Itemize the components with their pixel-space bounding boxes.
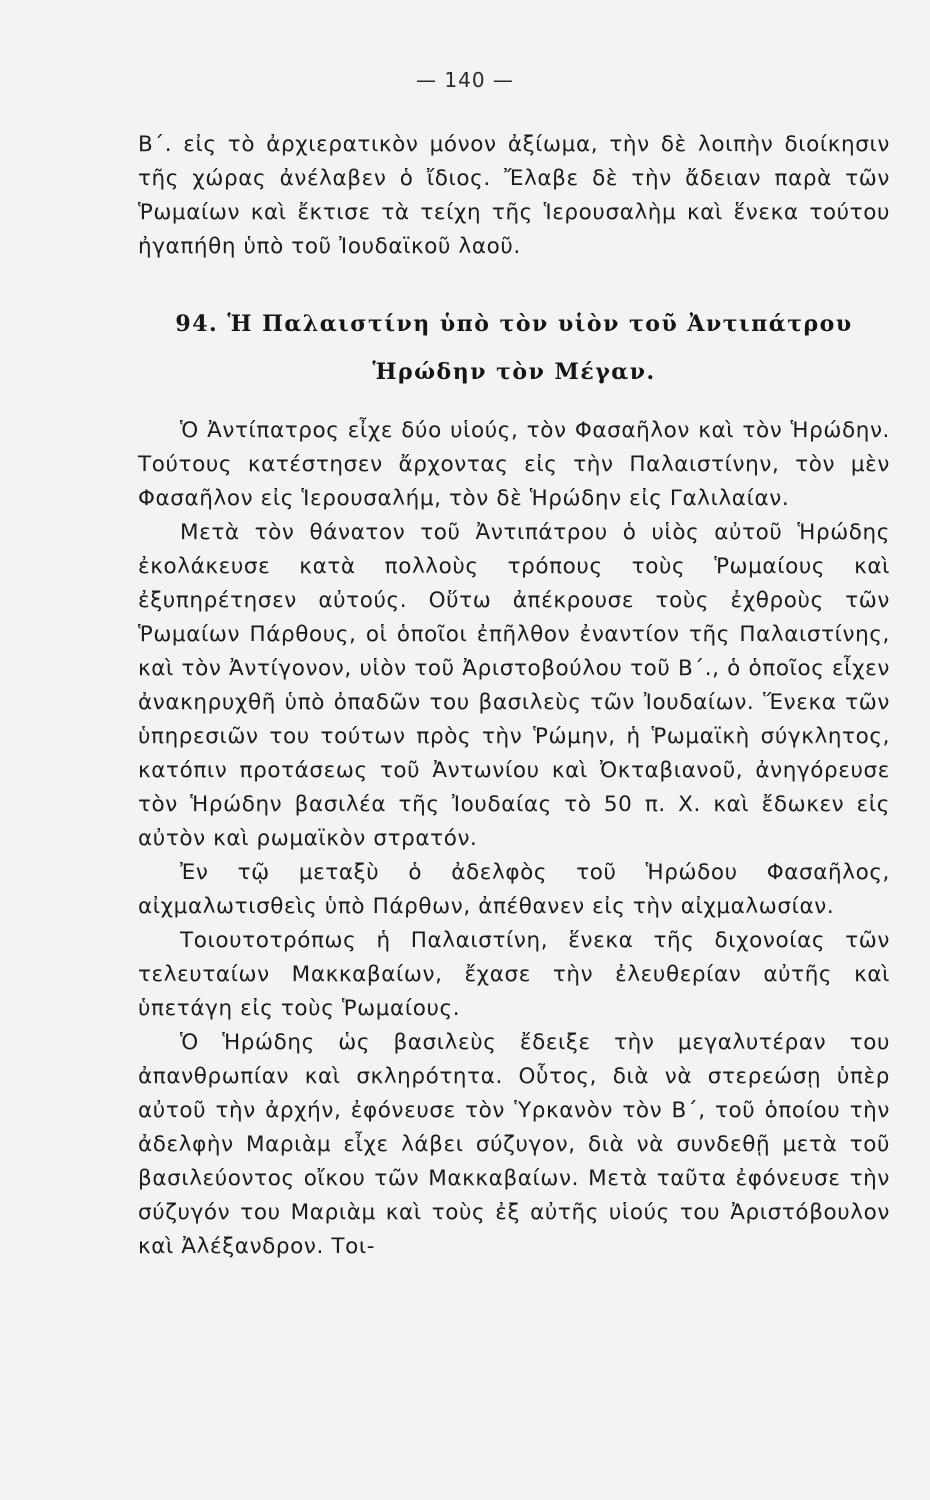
intro-paragraph: Β΄. εἰς τὸ ἀρχιερατικὸν μόνον ἀξίωμα, τὴν δὲ λοιπὴν διοίκησιν τῆς χώρας ἀνέλαβεν ὁ ἴδιος. Ἔλαβε δὲ τὴν ἄδειαν παρὰ τῶν Ῥωμαίων καὶ ἔκτισε τὰ τείχη τῆς Ἱερουσαλὴμ καὶ ἕνεκα τούτου ἠγαπήθη ὑπὸ τοῦ Ἰουδαϊκοῦ λαοῦ. <box>138 132 890 259</box>
section-body <box>138 414 890 1264</box>
paragraph: Ὁ Ἡρώδης ὡς βασιλεὺς ἔδειξε τὴν μεγαλυτέραν του ἀπανθρωπίαν καὶ σκληρότητα. Οὗτος, διὰ νὰ στερεώσῃ ὑπὲρ αὐτοῦ τὴν ἀρχήν, ἐφόνευσε τὸν Ὑρκανὸν τὸν Β΄, τοῦ ὁποίου τὴν ἀδελφὴν Μαριὰμ εἶχε λάβει σύζυγον, διὰ νὰ συνδεθῇ μετὰ τοῦ βασιλεύοντος οἴκου τῶν Μακκαβαίων. Μετὰ ταῦτα ἐφόνευσε τὴν σύζυγόν του Μαριὰμ καὶ τοὺς ἐξ αὐτῆς υἱούς του Ἀριστόβουλον καὶ Ἀλέξανδρον. Τοι- <box>138 1030 890 1259</box>
section-heading-line-2: Ἡρώδην τὸν Μέγαν. <box>372 359 656 385</box>
section-heading <box>138 300 890 396</box>
page-number: — 140 — <box>416 68 514 92</box>
paragraph: Ἐν τῷ μεταξὺ ὁ ἀδελφὸς τοῦ Ἡρώδου Φασαῆλος, αἰχμαλωτισθεὶς ὑπὸ Πάρθων, ἀπέθανεν εἰς τὴν αἰχμαλωσίαν. <box>138 860 890 919</box>
paragraph: Μετὰ τὸν θάνατον τοῦ Ἀντιπάτρου ὁ υἱὸς αὐτοῦ Ἡρώδης ἐκολάκευσε κατὰ πολλοὺς τρόπους τοὺς Ῥωμαίους καὶ ἐξυπηρέτησεν αὐτούς. Οὕτω ἀπέκρουσε τοὺς ἐχθροὺς τῶν Ῥωμαίων Πάρθους, οἱ ὁποῖοι ἐπῆλθον ἐναντίον τῆς Παλαιστίνης, καὶ τὸν Ἀντίγονον, υἱὸν τοῦ Ἀριστοβούλου τοῦ Β΄., ὁ ὁποῖος εἶχεν ἀνακηρυχθῆ ὑπὸ ὀπαδῶν του βασιλεὺς τῶν Ἰουδαίων. Ἕνεκα τῶν ὑπηρεσιῶν του τούτων πρὸς τὴν Ῥώμην, ἡ Ῥωμαϊκὴ σύγκλητος, κατόπιν προτάσεως τοῦ Ἀντωνίου καὶ Ὀκταβιανοῦ, ἀνηγόρευσε τὸν Ἡρώδην βασιλέα τῆς Ἰουδαίας τὸ 50 π. Χ. καὶ ἔδωκεν εἰς αὐτὸν καὶ ρωμαϊκὸν στρατόν. <box>138 520 890 851</box>
section-heading-line-1: 94. Ἡ Παλαιστίνη ὑπὸ τὸν υἱὸν τοῦ Ἀντιπάτρου <box>175 311 853 337</box>
paragraph: Τοιουτοτρόπως ἡ Παλαιστίνη, ἕνεκα τῆς διχονοίας τῶν τελευταίων Μακκαβαίων, ἔχασε τὴν ἐλευθερίαν αὐτῆς καὶ ὑπετάγη εἰς τοὺς Ῥωμαίους. <box>138 928 890 1021</box>
paragraph: Ὁ Ἀντίπατρος εἶχε δύο υἱούς, τὸν Φασαῆλον καὶ τὸν Ἡρώδην. Τούτους κατέστησεν ἄρχοντας εἰς τὴν Παλαιστίνην, τὸν μὲν Φασαῆλον εἰς Ἱερουσαλήμ, τὸν δὲ Ἡρώδην εἰς Γαλιλαίαν. <box>138 418 890 511</box>
